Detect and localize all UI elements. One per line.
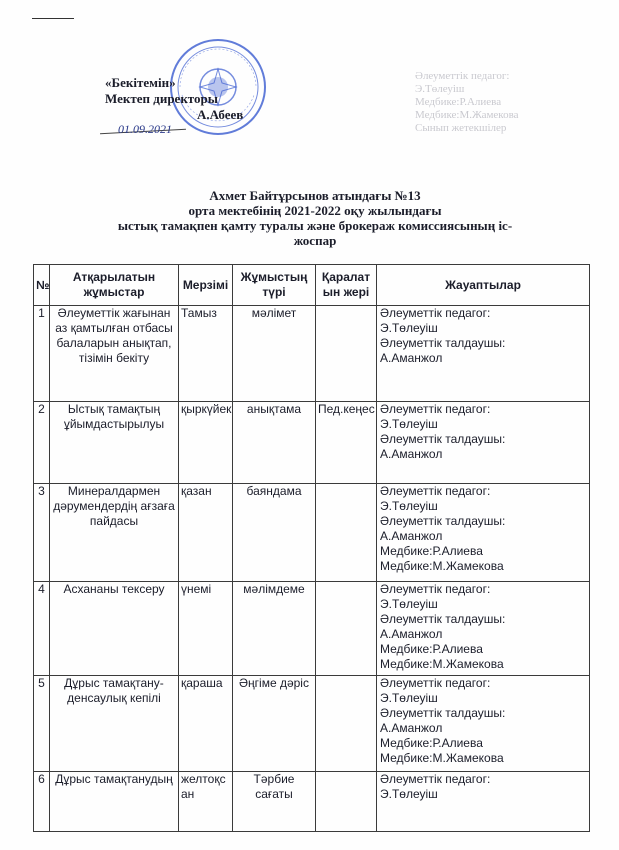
approval-line-3: А.Абеев — [197, 107, 244, 122]
table-header-row — [34, 265, 590, 306]
header-type: Жұмыстың түрі — [233, 265, 316, 306]
table-row: 5 Дұрыс тамақтану-денсаулық кепілі қараша Әңгіме дәріс Әлеуметтік педагог: Э.Төлеуіш Әлеуметтік талдаушы: А.Аманжол Медбике:Р.Алиева Медбике:М.Жамекова — [34, 676, 590, 772]
plan-table — [33, 264, 590, 832]
document-title: Ахмет Байтұрсынов атындағы №13 орта мектебінің 2021-2022 оқу жылындағы ыстық тамақпен қамту туралы және брокераж комиссиясының іс- жоспар — [117, 188, 513, 248]
bleed-through-text: Әлеуметтік педагог: Э.Төлеуіш Медбике:Р.Алиева Медбике:М.Жамекова Сынып жетекшілер — [415, 70, 519, 134]
header-place: Қаралатын жері — [316, 265, 377, 306]
table-row: 4 Асхананы тексеру үнемі мәлімдеме Әлеуметтік педагог: Э.Төлеуіш Әлеуметтік талдаушы: А.Аманжол Медбике:Р.Алиева Медбике:М.Жамекова — [34, 582, 590, 676]
header-term: Мерзімі — [179, 265, 233, 306]
approval-block — [105, 75, 243, 123]
approval-line-1: «Бекітемін» — [105, 75, 176, 90]
header-responsible: Жауаптылар — [377, 265, 590, 306]
signature-date: 01.09.2021 — [118, 122, 172, 136]
top-rule — [32, 18, 74, 19]
header-num: № — [34, 265, 50, 306]
table-row: 6 Дұрыс тамақтанудың желтоқсан Тәрбие сағаты Әлеуметтік педагог: Э.Төлеуіш — [34, 772, 590, 832]
table-row: 1 Әлеуметтік жағынан аз қамтылған отбасы балаларын анықтап, тізімін бекіту Тамыз мәлімет Әлеуметтік педагог: Э.Төлеуіш Әлеуметтік талдаушы: А.Аманжол — [34, 306, 590, 402]
table-row: 3 Минералдармен дәрумендердің ағзаға пайдасы қазан баяндама Әлеуметтік педагог: Э.Төлеуіш Әлеуметтік талдаушы: А.Аманжол Медбике:Р.Алиева Медбике:М.Жамекова — [34, 484, 590, 582]
table-row: 2 Ыстық тамақтың ұйымдастырылуы қыркүйек анықтама Пед.кеңес Әлеуметтік педагог: Э.Төлеуіш Әлеуметтік талдаушы: А.Аманжол — [34, 402, 590, 484]
approval-line-2: Мектеп директоры — [105, 91, 218, 106]
header-work: Атқарылатын жұмыстар — [50, 265, 179, 306]
